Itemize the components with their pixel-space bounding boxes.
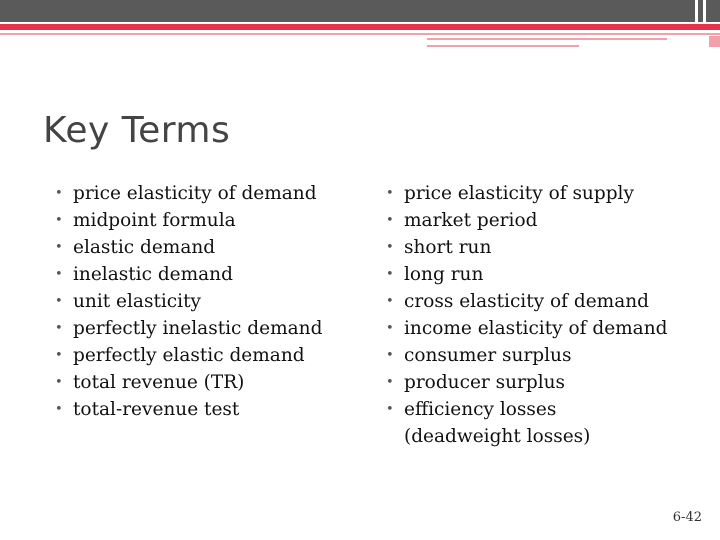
accent-red-line [0,24,720,30]
left-term-list [55,180,355,423]
list-item: • midpoint formula [55,207,355,234]
list-item: • income elasticity of demand [386,315,676,342]
list-item: • total-revenue test [55,396,355,423]
page-number: 6-42 [672,510,702,525]
list-item: • unit elasticity [55,288,355,315]
right-term-list [386,180,676,450]
list-item: • price elasticity of supply [386,180,676,207]
list-item: • total revenue (TR) [55,369,355,396]
list-item: • efficiency losses (deadweight losses) [386,396,676,450]
list-item: • price elasticity of demand [55,180,355,207]
accent-pink-block [709,36,720,47]
list-item: • perfectly inelastic demand [55,315,355,342]
slide-title: Key Terms [43,110,231,151]
list-item: • cross elasticity of demand [386,288,676,315]
list-item: • perfectly elastic demand [55,342,355,369]
accent-pink-line [0,33,720,35]
list-item: • elastic demand [55,234,355,261]
accent-pink-line [427,38,667,40]
list-item: • short run [386,234,676,261]
header-decoration [0,0,720,50]
list-item: • long run [386,261,676,288]
accent-pink-line [427,45,579,47]
list-item: • inelastic demand [55,261,355,288]
header-bar-segment [706,0,720,22]
header-bar-segment [698,0,703,22]
header-bar [0,0,695,22]
list-item: • producer surplus [386,369,676,396]
list-item: • market period [386,207,676,234]
list-item: • consumer surplus [386,342,676,369]
